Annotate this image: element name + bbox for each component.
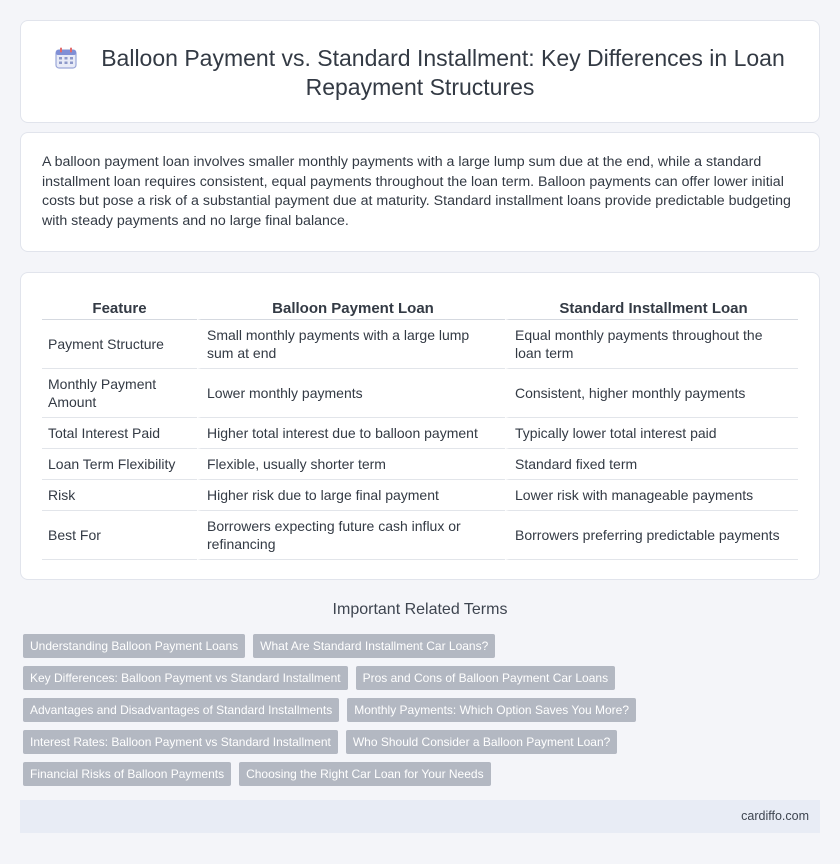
cell-balloon: Flexible, usually shorter term (197, 449, 505, 480)
cell-standard: Standard fixed term (505, 449, 798, 480)
cell-standard: Consistent, higher monthly payments (505, 369, 798, 418)
cell-feature: Loan Term Flexibility (42, 449, 197, 480)
cell-feature: Risk (42, 480, 197, 511)
cell-standard: Lower risk with manageable payments (505, 480, 798, 511)
related-tag[interactable]: Interest Rates: Balloon Payment vs Standard Installment (23, 730, 338, 754)
cell-standard: Borrowers preferring predictable payments (505, 511, 798, 560)
table-row (42, 480, 798, 511)
related-tags-row (23, 730, 617, 754)
header-balloon: Balloon Payment Loan (197, 296, 505, 320)
page-title: Balloon Payment vs. Standard Installment: Key Differences in Loan Repayment Structures (101, 45, 785, 100)
cell-feature: Best For (42, 511, 197, 560)
footer-site-link[interactable]: cardiffo.com (741, 809, 809, 823)
cell-feature: Total Interest Paid (42, 418, 197, 449)
page-title-row (21, 44, 819, 102)
cell-standard: Equal monthly payments throughout the loan term (505, 320, 798, 369)
cell-feature: Payment Structure (42, 320, 197, 369)
footer-bar (20, 800, 820, 833)
header-feature: Feature (42, 296, 197, 320)
cell-balloon: Borrowers expecting future cash influx or refinancing (197, 511, 505, 560)
related-tag[interactable]: Who Should Consider a Balloon Payment Loan? (346, 730, 618, 754)
related-tag[interactable]: Choosing the Right Car Loan for Your Needs (239, 762, 491, 786)
related-tags-row (23, 698, 636, 722)
related-tag[interactable]: Key Differences: Balloon Payment vs Standard Installment (23, 666, 348, 690)
table-row (42, 449, 798, 480)
related-tag[interactable]: Pros and Cons of Balloon Payment Car Loans (356, 666, 615, 690)
cell-balloon: Higher risk due to large final payment (197, 480, 505, 511)
related-tags-row (23, 634, 495, 658)
related-tag[interactable]: Monthly Payments: Which Option Saves You More? (347, 698, 636, 722)
cell-standard: Typically lower total interest paid (505, 418, 798, 449)
cell-balloon: Lower monthly payments (197, 369, 505, 418)
related-terms-title: Important Related Terms (332, 601, 508, 618)
cell-balloon: Small monthly payments with a large lump sum at end (197, 320, 505, 369)
related-tags-row (23, 762, 491, 786)
header-standard: Standard Installment Loan (505, 296, 798, 320)
intro-paragraph: A balloon payment loan involves smaller monthly payments with a large lump sum due at the end, while a standard installment loan requires consistent, equal payments throughout the loan term. Balloon payments can offer lower initial costs but pose a risk of a substantial payment due at maturity. Standard installment loans provide predictable budgeting with steady payments and no large final balance. (42, 154, 791, 229)
related-tag[interactable]: What Are Standard Installment Car Loans? (253, 634, 495, 658)
cell-feature: Monthly Payment Amount (42, 369, 197, 418)
table-row (42, 418, 798, 449)
table-row (42, 369, 798, 418)
table-row (42, 320, 798, 369)
table-row (42, 511, 798, 560)
intro-card (20, 132, 820, 252)
title-card (20, 20, 820, 123)
table-header-row (42, 296, 798, 320)
related-tag[interactable]: Advantages and Disadvantages of Standard Installments (23, 698, 339, 722)
comparison-table (42, 296, 798, 560)
related-tags-row (23, 666, 615, 690)
calendar-icon (55, 47, 77, 69)
related-tag[interactable]: Understanding Balloon Payment Loans (23, 634, 245, 658)
cell-balloon: Higher total interest due to balloon payment (197, 418, 505, 449)
related-tag[interactable]: Financial Risks of Balloon Payments (23, 762, 231, 786)
comparison-card (20, 272, 820, 580)
